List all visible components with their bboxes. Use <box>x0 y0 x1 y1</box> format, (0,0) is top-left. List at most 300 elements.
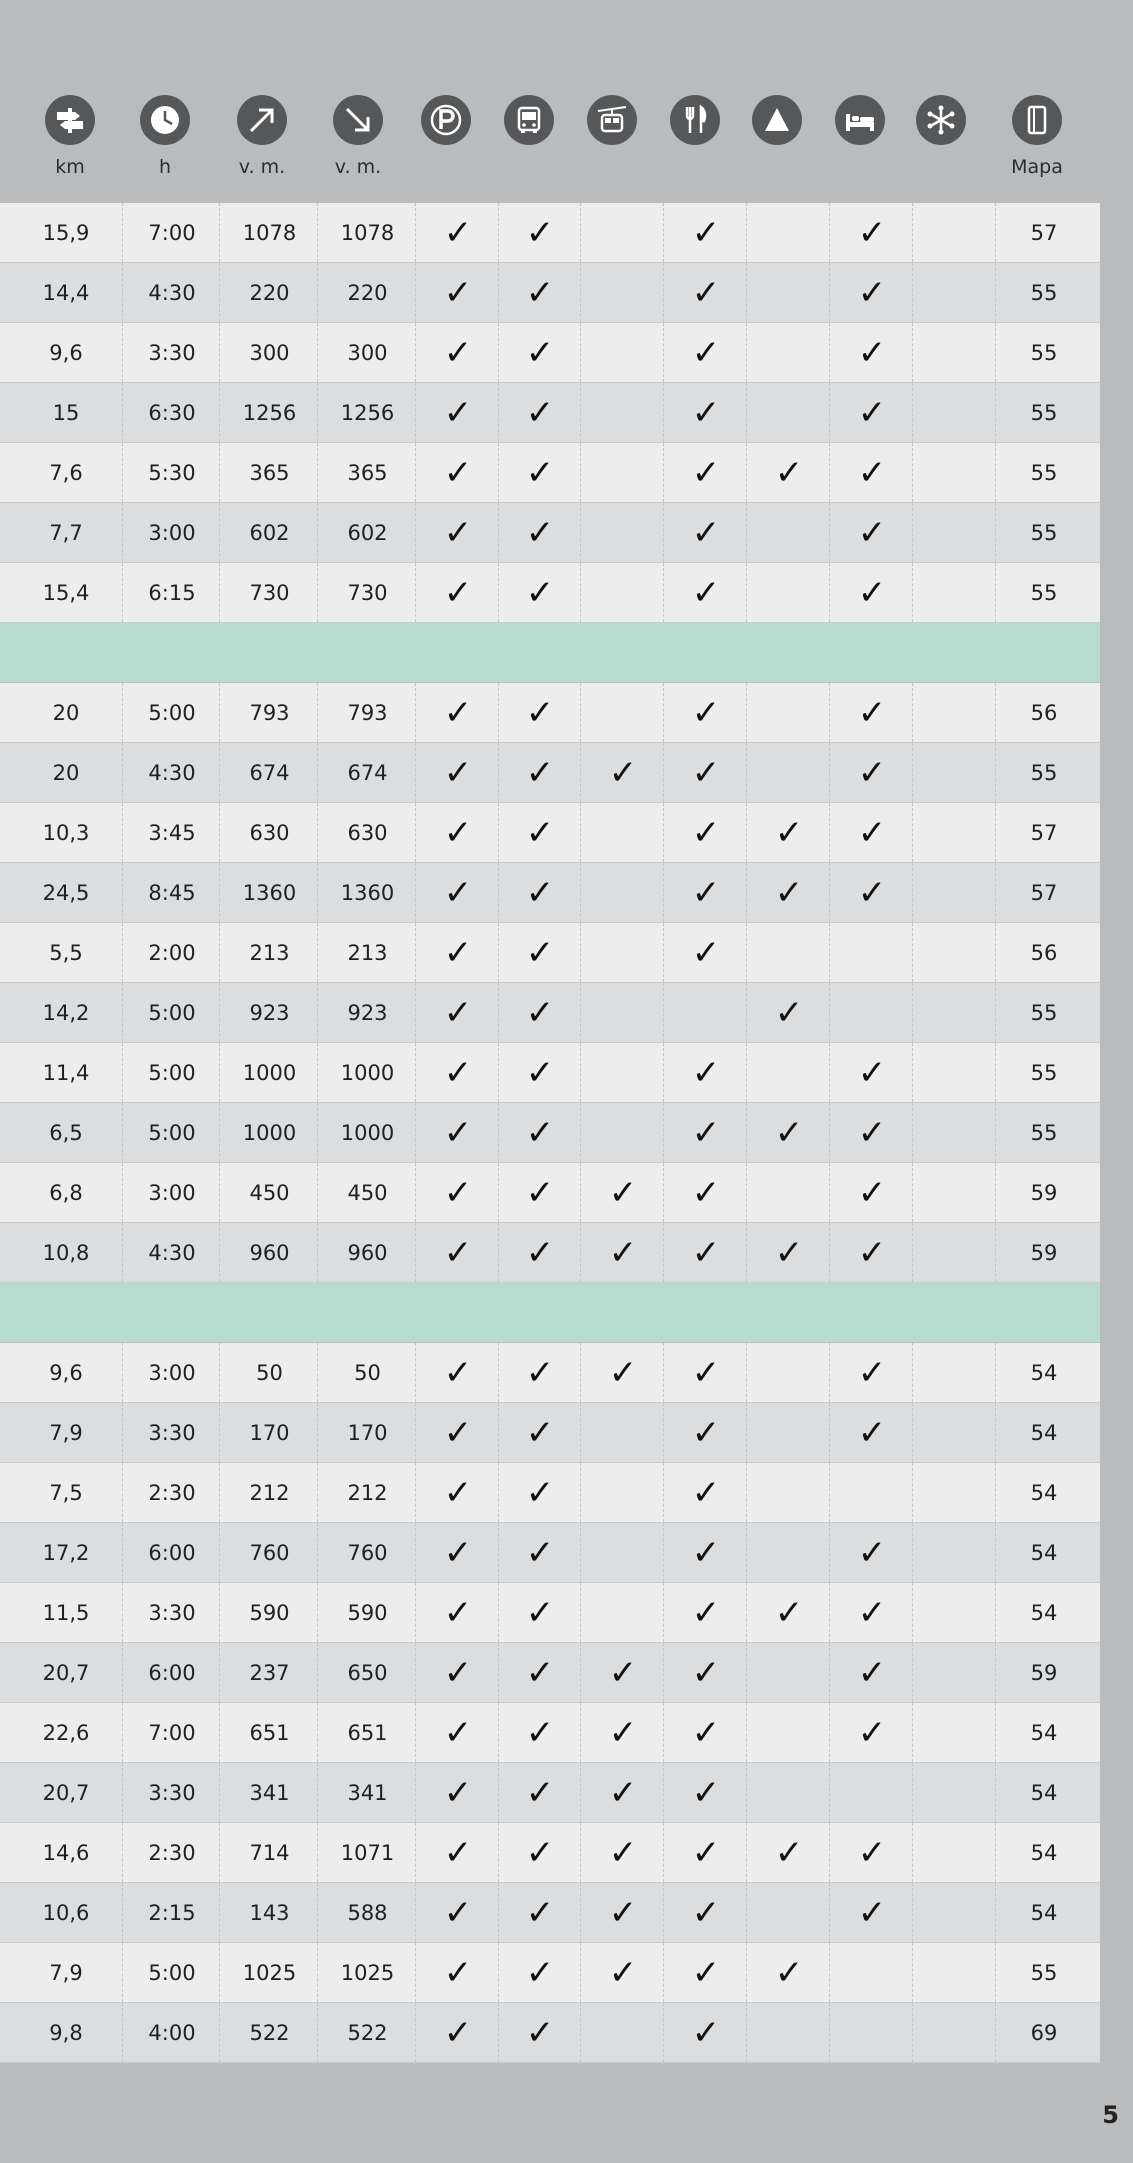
amenity-cell <box>418 383 499 442</box>
check-icon: ✓ <box>691 1592 721 1633</box>
amenity-cell <box>832 923 913 982</box>
descent-cell: 590 <box>320 1583 416 1642</box>
descent-cell: 365 <box>320 443 416 502</box>
descent-cell: 1000 <box>320 1043 416 1102</box>
check-icon: ✓ <box>691 1232 721 1273</box>
amenity-cell <box>666 1163 747 1222</box>
time-cell: 7:00 <box>125 1703 220 1762</box>
ascent-cell: 50 <box>222 1343 318 1402</box>
amenity-cell <box>915 1223 996 1282</box>
amenity-cell <box>749 803 830 862</box>
check-icon: ✓ <box>443 992 473 1033</box>
table-row <box>0 803 1100 863</box>
table-row <box>0 743 1100 803</box>
amenity-cell <box>666 1823 747 1882</box>
amenity-cell <box>583 203 664 262</box>
time-cell: 2:30 <box>125 1823 220 1882</box>
amenity-cell <box>832 1703 913 1762</box>
map-icon <box>1012 95 1062 145</box>
amenity-cell <box>666 1403 747 1462</box>
arrow-up-right-icon <box>237 95 287 145</box>
km-cell: 7,6 <box>10 443 123 502</box>
amenity-cell <box>832 1523 913 1582</box>
check-icon: ✓ <box>525 692 555 733</box>
map-cell: 54 <box>1030 1360 1058 1385</box>
check-icon: ✓ <box>443 752 473 793</box>
check-icon: ✓ <box>525 1412 555 1453</box>
descent-cell: 630 <box>320 803 416 862</box>
amenity-cell <box>418 743 499 802</box>
amenity-cell <box>915 1523 996 1582</box>
check-icon: ✓ <box>857 212 887 253</box>
page-number: 5 <box>1102 2101 1119 2129</box>
map-cell: 55 <box>1030 400 1058 425</box>
amenity-cell <box>418 263 499 322</box>
amenity-cell <box>915 1103 996 1162</box>
check-icon: ✓ <box>691 1712 721 1753</box>
routes-table <box>0 203 1100 2063</box>
amenity-cell <box>583 863 664 922</box>
map-cell: 54 <box>1030 1420 1058 1445</box>
amenity-cell <box>832 1463 913 1522</box>
check-icon: ✓ <box>443 1952 473 1993</box>
amenity-cell <box>749 2003 830 2062</box>
amenity-cell <box>418 1703 499 1762</box>
amenity-cell <box>915 443 996 502</box>
km-cell: 9,6 <box>10 323 123 382</box>
map-cell: 54 <box>1030 1600 1058 1625</box>
ascent-cell: 213 <box>222 923 318 982</box>
time-cell: 5:00 <box>125 983 220 1042</box>
check-icon: ✓ <box>443 932 473 973</box>
amenity-cell <box>749 1703 830 1762</box>
amenity-cell <box>500 1343 581 1402</box>
amenity-cell <box>418 683 499 742</box>
map-cell: 55 <box>1030 1060 1058 1085</box>
header-label: v. m. <box>334 156 382 178</box>
time-cell: 5:30 <box>125 443 220 502</box>
amenity-cell <box>832 1643 913 1702</box>
amenity-cell <box>500 1163 581 1222</box>
table-row <box>0 443 1100 503</box>
km-cell: 15,4 <box>10 563 123 622</box>
amenity-cell <box>418 1943 499 2002</box>
check-icon: ✓ <box>691 512 721 553</box>
arrow-down-right-icon <box>333 95 383 145</box>
amenity-cell <box>500 1403 581 1462</box>
time-cell: 3:45 <box>125 803 220 862</box>
check-icon: ✓ <box>691 1412 721 1453</box>
amenity-cell <box>583 1583 664 1642</box>
amenity-cell <box>583 1703 664 1762</box>
table-row <box>0 1403 1100 1463</box>
amenity-cell <box>500 1583 581 1642</box>
amenity-cell <box>915 1043 996 1102</box>
check-icon: ✓ <box>525 812 555 853</box>
amenity-cell <box>749 263 830 322</box>
time-cell: 3:00 <box>125 503 220 562</box>
check-icon: ✓ <box>857 812 887 853</box>
amenity-cell <box>583 263 664 322</box>
descent-cell: 1256 <box>320 383 416 442</box>
km-cell: 15 <box>10 383 123 442</box>
amenity-cell <box>915 1943 996 2002</box>
descent-cell: 602 <box>320 503 416 562</box>
amenity-cell <box>832 1823 913 1882</box>
amenity-cell <box>500 803 581 862</box>
km-cell: 17,2 <box>10 1523 123 1582</box>
time-cell: 3:30 <box>125 1403 220 1462</box>
check-icon: ✓ <box>443 272 473 313</box>
amenity-cell <box>418 863 499 922</box>
table-row <box>0 1043 1100 1103</box>
check-icon: ✓ <box>443 1172 473 1213</box>
km-cell: 15,9 <box>10 203 123 262</box>
check-icon: ✓ <box>608 1952 638 1993</box>
amenity-cell <box>500 1883 581 1942</box>
ascent-cell: 923 <box>222 983 318 1042</box>
km-cell: 7,9 <box>10 1403 123 1462</box>
amenity-cell <box>418 1343 499 1402</box>
amenity-cell <box>749 1223 830 1282</box>
amenity-cell <box>418 1763 499 1822</box>
check-icon: ✓ <box>443 1712 473 1753</box>
check-icon: ✓ <box>691 1052 721 1093</box>
map-cell: 54 <box>1030 1840 1058 1865</box>
check-icon: ✓ <box>443 1352 473 1393</box>
amenity-cell <box>832 1343 913 1402</box>
table-row <box>0 1583 1100 1643</box>
check-icon: ✓ <box>857 1172 887 1213</box>
km-cell: 10,8 <box>10 1223 123 1282</box>
map-cell: 55 <box>1030 1960 1058 1985</box>
header-col <box>123 95 207 195</box>
amenity-cell <box>666 1643 747 1702</box>
check-icon: ✓ <box>443 1652 473 1693</box>
amenity-cell <box>832 1223 913 1282</box>
check-icon: ✓ <box>691 1772 721 1813</box>
check-icon: ✓ <box>691 572 721 613</box>
header-col <box>220 95 304 195</box>
table-row <box>0 263 1100 323</box>
amenity-cell <box>749 1763 830 1822</box>
amenity-cell <box>500 1043 581 1102</box>
ascent-cell: 602 <box>222 503 318 562</box>
amenity-cell <box>749 1043 830 1102</box>
amenity-cell <box>749 1943 830 2002</box>
check-icon: ✓ <box>857 692 887 733</box>
check-icon: ✓ <box>443 1472 473 1513</box>
amenity-cell <box>666 1103 747 1162</box>
check-icon: ✓ <box>525 1352 555 1393</box>
amenity-cell <box>666 503 747 562</box>
map-cell: 55 <box>1030 340 1058 365</box>
check-icon: ✓ <box>525 1652 555 1693</box>
check-icon: ✓ <box>525 1592 555 1633</box>
check-icon: ✓ <box>525 512 555 553</box>
check-icon: ✓ <box>774 812 804 853</box>
check-icon: ✓ <box>608 752 638 793</box>
time-cell: 6:00 <box>125 1523 220 1582</box>
km-cell: 20,7 <box>10 1643 123 1702</box>
time-cell: 2:00 <box>125 923 220 982</box>
ascent-cell: 450 <box>222 1163 318 1222</box>
check-icon: ✓ <box>525 1712 555 1753</box>
amenity-cell <box>832 1103 913 1162</box>
ascent-cell: 960 <box>222 1223 318 1282</box>
table-row <box>0 1883 1100 1943</box>
check-icon: ✓ <box>525 932 555 973</box>
check-icon: ✓ <box>525 1232 555 1273</box>
table-row <box>0 1103 1100 1163</box>
amenity-cell <box>915 2003 996 2062</box>
amenity-cell <box>500 1943 581 2002</box>
ascent-cell: 793 <box>222 683 318 742</box>
header-col <box>735 95 819 195</box>
check-icon: ✓ <box>608 1652 638 1693</box>
ascent-cell: 365 <box>222 443 318 502</box>
check-icon: ✓ <box>525 272 555 313</box>
check-icon: ✓ <box>691 1892 721 1933</box>
check-icon: ✓ <box>857 1832 887 1873</box>
signpost-icon <box>45 95 95 145</box>
check-icon: ✓ <box>608 1772 638 1813</box>
tent-icon <box>752 95 802 145</box>
check-icon: ✓ <box>443 452 473 493</box>
amenity-cell <box>832 1403 913 1462</box>
amenity-cell <box>832 1943 913 2002</box>
table-row <box>0 563 1100 623</box>
check-icon: ✓ <box>857 1352 887 1393</box>
header-col <box>570 95 654 195</box>
amenity-cell <box>915 1703 996 1762</box>
km-cell: 24,5 <box>10 863 123 922</box>
amenity-cell <box>500 563 581 622</box>
check-icon: ✓ <box>691 392 721 433</box>
check-icon: ✓ <box>691 1952 721 1993</box>
check-icon: ✓ <box>525 1172 555 1213</box>
ascent-cell: 651 <box>222 1703 318 1762</box>
check-icon: ✓ <box>774 992 804 1033</box>
amenity-cell <box>832 2003 913 2062</box>
map-cell: 55 <box>1030 280 1058 305</box>
amenity-cell <box>666 1583 747 1642</box>
table-row <box>0 983 1100 1043</box>
amenity-cell <box>666 983 747 1042</box>
table-row <box>0 923 1100 983</box>
descent-cell: 212 <box>320 1463 416 1522</box>
amenity-cell <box>832 323 913 382</box>
amenity-cell <box>915 1463 996 1522</box>
amenity-cell <box>749 1643 830 1702</box>
amenity-cell <box>749 1343 830 1402</box>
amenity-cell <box>418 803 499 862</box>
check-icon: ✓ <box>774 1952 804 1993</box>
ascent-cell: 674 <box>222 743 318 802</box>
amenity-cell <box>915 323 996 382</box>
amenity-cell <box>583 923 664 982</box>
amenity-cell <box>418 1583 499 1642</box>
check-icon: ✓ <box>857 1412 887 1453</box>
header-label: v. m. <box>238 156 286 178</box>
time-cell: 4:30 <box>125 263 220 322</box>
amenity-cell <box>666 1703 747 1762</box>
header-col <box>316 95 400 195</box>
descent-cell: 1078 <box>320 203 416 262</box>
amenity-cell <box>666 263 747 322</box>
time-cell: 5:00 <box>125 1043 220 1102</box>
km-cell: 6,5 <box>10 1103 123 1162</box>
check-icon: ✓ <box>443 212 473 253</box>
map-cell: 55 <box>1030 580 1058 605</box>
amenity-cell <box>666 203 747 262</box>
amenity-cell <box>418 1163 499 1222</box>
km-cell: 10,6 <box>10 1883 123 1942</box>
map-cell: 54 <box>1030 1720 1058 1745</box>
header-col <box>487 95 571 195</box>
amenity-cell <box>583 563 664 622</box>
amenity-cell <box>749 1103 830 1162</box>
amenity-cell <box>583 1463 664 1522</box>
amenity-cell <box>915 743 996 802</box>
amenity-cell <box>666 1943 747 2002</box>
amenity-cell <box>500 743 581 802</box>
map-cell: 59 <box>1030 1180 1058 1205</box>
table-row <box>0 1223 1100 1283</box>
amenity-cell <box>500 1763 581 1822</box>
amenity-cell <box>749 1583 830 1642</box>
map-cell: 57 <box>1030 820 1058 845</box>
check-icon: ✓ <box>525 1772 555 1813</box>
time-cell: 6:15 <box>125 563 220 622</box>
amenity-cell <box>583 443 664 502</box>
header-label: h <box>158 156 172 178</box>
amenity-cell <box>915 803 996 862</box>
check-icon: ✓ <box>608 1352 638 1393</box>
map-cell: 57 <box>1030 880 1058 905</box>
amenity-cell <box>915 983 996 1042</box>
map-cell: 55 <box>1030 460 1058 485</box>
table-row <box>0 1343 1100 1403</box>
check-icon: ✓ <box>857 1592 887 1633</box>
amenity-cell <box>749 383 830 442</box>
check-icon: ✓ <box>691 872 721 913</box>
amenity-cell <box>666 443 747 502</box>
amenity-cell <box>666 863 747 922</box>
amenity-cell <box>832 563 913 622</box>
amenity-cell <box>666 803 747 862</box>
amenity-cell <box>500 443 581 502</box>
amenity-cell <box>583 1823 664 1882</box>
amenity-cell <box>832 1583 913 1642</box>
amenity-cell <box>583 983 664 1042</box>
table-row <box>0 1523 1100 1583</box>
time-cell: 3:30 <box>125 323 220 382</box>
time-cell: 2:30 <box>125 1463 220 1522</box>
snowflake-icon <box>916 95 966 145</box>
ascent-cell: 220 <box>222 263 318 322</box>
check-icon: ✓ <box>691 752 721 793</box>
time-cell: 6:00 <box>125 1643 220 1702</box>
time-cell: 5:00 <box>125 1103 220 1162</box>
table-row <box>0 1703 1100 1763</box>
amenity-cell <box>832 803 913 862</box>
km-cell: 14,4 <box>10 263 123 322</box>
header-label: km <box>55 156 85 178</box>
time-cell: 4:00 <box>125 2003 220 2062</box>
amenity-cell <box>832 263 913 322</box>
check-icon: ✓ <box>857 392 887 433</box>
check-icon: ✓ <box>608 1172 638 1213</box>
amenity-cell <box>749 1883 830 1942</box>
check-icon: ✓ <box>691 1352 721 1393</box>
check-icon: ✓ <box>691 1532 721 1573</box>
amenity-cell <box>749 743 830 802</box>
time-cell: 3:30 <box>125 1763 220 1822</box>
header-col <box>28 95 112 195</box>
amenity-cell <box>583 1943 664 2002</box>
km-cell: 11,4 <box>10 1043 123 1102</box>
amenity-cell <box>832 443 913 502</box>
check-icon: ✓ <box>857 272 887 313</box>
section-separator <box>0 623 1100 683</box>
amenity-cell <box>749 443 830 502</box>
amenity-cell <box>666 1463 747 1522</box>
check-icon: ✓ <box>443 1772 473 1813</box>
descent-cell: 1025 <box>320 1943 416 2002</box>
amenity-cell <box>583 803 664 862</box>
descent-cell: 650 <box>320 1643 416 1702</box>
amenity-cell <box>418 1883 499 1942</box>
amenity-cell <box>749 503 830 562</box>
descent-cell: 341 <box>320 1763 416 1822</box>
check-icon: ✓ <box>443 1592 473 1633</box>
map-cell: 55 <box>1030 520 1058 545</box>
descent-cell: 213 <box>320 923 416 982</box>
amenity-cell <box>666 1763 747 1822</box>
ascent-cell: 341 <box>222 1763 318 1822</box>
map-cell: 59 <box>1030 1240 1058 1265</box>
check-icon: ✓ <box>443 692 473 733</box>
check-icon: ✓ <box>608 1712 638 1753</box>
amenity-cell <box>583 1163 664 1222</box>
km-cell: 22,6 <box>10 1703 123 1762</box>
check-icon: ✓ <box>691 812 721 853</box>
table-row <box>0 1823 1100 1883</box>
amenity-cell <box>583 743 664 802</box>
amenity-cell <box>666 563 747 622</box>
check-icon: ✓ <box>525 992 555 1033</box>
amenity-cell <box>749 683 830 742</box>
descent-cell: 450 <box>320 1163 416 1222</box>
check-icon: ✓ <box>691 332 721 373</box>
amenity-cell <box>832 1043 913 1102</box>
check-icon: ✓ <box>691 272 721 313</box>
time-cell: 7:00 <box>125 203 220 262</box>
table-row <box>0 383 1100 443</box>
amenity-cell <box>418 1223 499 1282</box>
amenity-cell <box>418 2003 499 2062</box>
amenity-cell <box>583 683 664 742</box>
km-cell: 11,5 <box>10 1583 123 1642</box>
amenity-cell <box>583 1763 664 1822</box>
check-icon: ✓ <box>443 1532 473 1573</box>
amenity-cell <box>500 1703 581 1762</box>
amenity-cell <box>666 923 747 982</box>
amenity-cell <box>666 1043 747 1102</box>
descent-cell: 1360 <box>320 863 416 922</box>
amenity-cell <box>915 203 996 262</box>
